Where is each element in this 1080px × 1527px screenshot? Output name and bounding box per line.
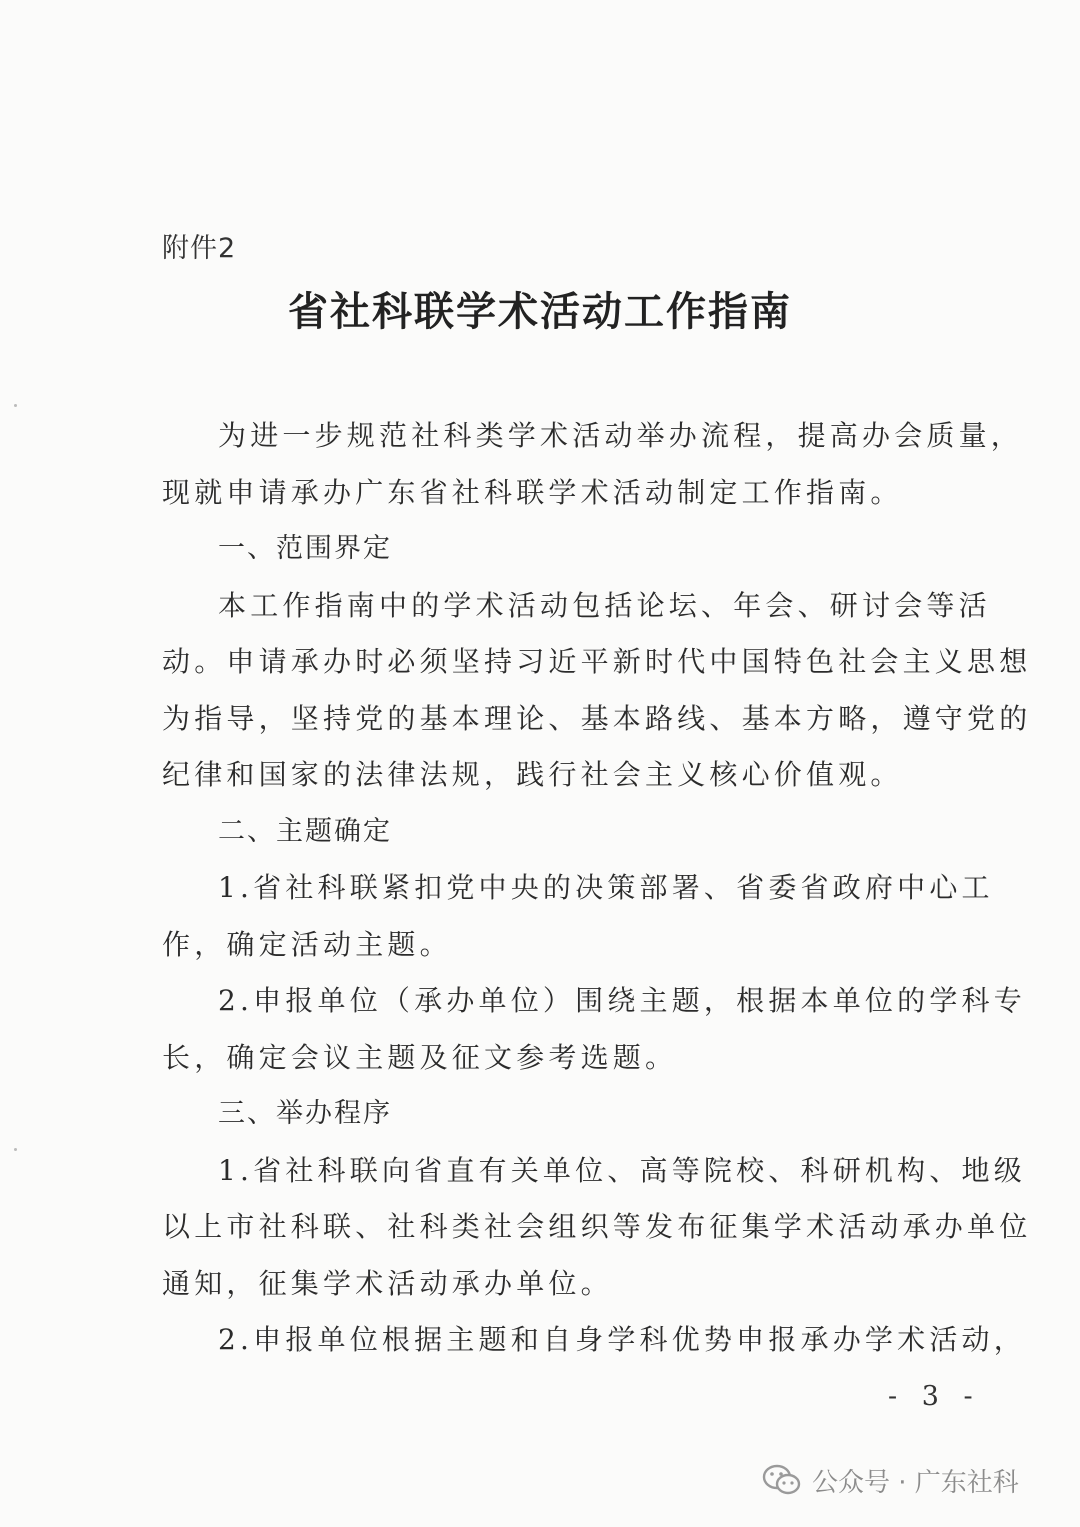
paragraph-line: 现就申请承办广东省社科联学术活动制定工作指南。 [162, 475, 903, 509]
attachment-label: 附件2 [162, 233, 237, 264]
wechat-icon [762, 1463, 802, 1497]
scan-artifact [14, 404, 17, 407]
watermark [762, 1460, 1019, 1500]
paragraph-line: 动。申请承办时必须坚持习近平新时代中国特色社会主义思想 [162, 645, 1032, 678]
paragraph-line: 1.省社科联向省直有关单位、高等院校、科研机构、地级 [218, 1153, 1026, 1187]
paragraph-line: 1.省社科联紧扣党中央的决策部署、省委省政府中心工 [218, 871, 994, 904]
paragraph-line: 为指导，坚持党的基本理论、基本路线、基本方略，遵守党的 [162, 701, 1032, 735]
scan-artifact [14, 1148, 17, 1151]
paragraph-line: 通知，征集学术活动承办单位。 [162, 1266, 613, 1300]
paragraph-line: 2.申报单位根据主题和自身学科优势申报承办学术活动， [218, 1323, 1026, 1356]
section-heading: 三、举办程序 [218, 1098, 392, 1129]
paragraph-line: 作，确定活动主题。 [162, 927, 452, 961]
document-body [162, 408, 1032, 1369]
document-title: 省社科联学术活动工作指南 [288, 288, 792, 335]
page-number: - 3 - [888, 1381, 981, 1412]
section-heading: 一、范围界定 [218, 533, 392, 564]
paragraph-line: 以上市社科联、社科类社会组织等发布征集学术活动承办单位 [162, 1210, 1032, 1243]
paragraph-line: 本工作指南中的学术活动包括论坛、年会、研讨会等活 [218, 588, 991, 622]
watermark-text: 公众号 · 广东社科 [812, 1467, 1019, 1498]
paragraph-line: 纪律和国家的法律法规，践行社会主义核心价值观。 [162, 758, 903, 791]
paragraph-line: 2.申报单位（承办单位）围绕主题，根据本单位的学科专 [218, 984, 1026, 1017]
section-heading: 二、主题确定 [218, 815, 392, 847]
paragraph-line: 长，确定会议主题及征文参考选题。 [162, 1040, 678, 1074]
paragraph-line: 为进一步规范社科类学术活动举办流程，提高办会质量， [218, 419, 1024, 452]
